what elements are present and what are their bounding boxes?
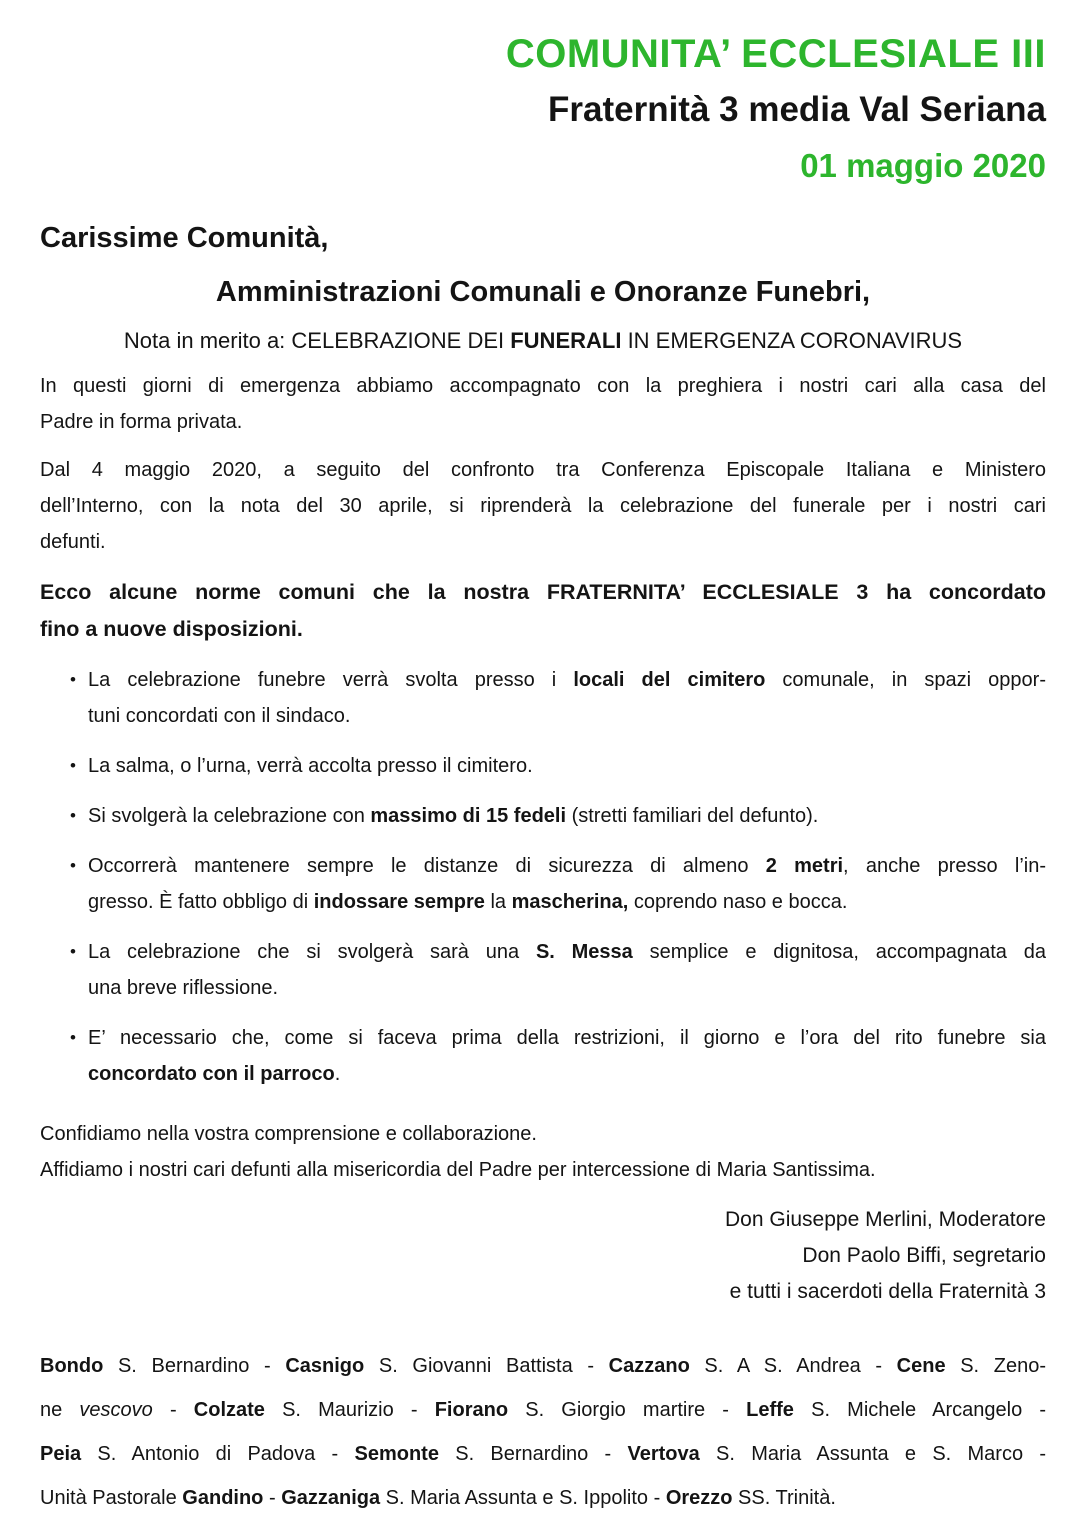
signature-priests: e tutti i sacerdoti della Fraternità 3	[729, 1280, 1046, 1303]
norm-item	[40, 848, 1046, 920]
norm-item-text: La celebrazione che si svolgerà sarà una S. Messa semplice e dignitosa, accompagnata da una breve riflessione.	[88, 941, 1046, 999]
bullet-icon: •	[70, 806, 76, 825]
norm-item	[40, 662, 1046, 734]
signature-secretary: Don Paolo Biffi, segretario	[802, 1244, 1046, 1267]
norm-item	[40, 748, 1046, 784]
closing-paragraph: Confidiamo nella vostra comprensione e collaborazione. Affidiamo i nostri cari defunti alla misericordia del Padre per intercessione di Maria Santissima.	[40, 1123, 876, 1181]
bullet-icon: •	[70, 756, 76, 775]
norm-item-text: La salma, o l’urna, verrà accolta presso il cimitero.	[88, 755, 533, 777]
subject-line: Nota in merito a: CELEBRAZIONE DEI FUNERALI IN EMERGENZA CORONAVIRUS	[123, 328, 963, 353]
document-date: 01 maggio 2020	[800, 147, 1046, 184]
norm-item	[40, 1020, 1046, 1092]
fraternity-subtitle: Fraternità 3 media Val Seriana	[547, 90, 1046, 129]
norm-item-text: La celebrazione funebre verrà svolta presso i locali del cimitero comunale, in spazi oppor- tuni concordati con il sindaco.	[88, 669, 1046, 727]
intro-paragraph-1: In questi giorni di emergenza abbiamo accompagnato con la preghiera i nostri cari alla casa del Padre in forma privata.	[40, 375, 1046, 433]
bullet-icon: •	[70, 1028, 76, 1047]
document-header	[40, 26, 1046, 194]
norm-item-text: Occorrerà mantenere sempre le distanze di sicurezza di almeno 2 metri, anche presso l’in- gresso. È fatto obbligo di indossare sempre la mascherina, coprendo naso e bocca.	[88, 855, 1046, 913]
bullet-icon: •	[70, 670, 76, 689]
norms-list	[40, 662, 1046, 1092]
signature-block	[40, 1202, 1046, 1310]
norm-item	[40, 798, 1046, 834]
norm-item	[40, 934, 1046, 1006]
intro-paragraph-2: Dal 4 maggio 2020, a seguito del confronto tra Conferenza Episcopale Italiana e Ministero dell’Interno, con la nota del 30 aprile, si riprenderà la celebrazione del funerale per i nostri cari defunti.	[40, 459, 1046, 553]
community-title: COMUNITA’ ECCLESIALE III	[505, 32, 1046, 76]
bullet-icon: •	[70, 856, 76, 875]
norm-item-text: E’ necessario che, come si faceva prima della restrizioni, il giorno e l’ora del rito funebre sia concordato con il parroco.	[88, 1027, 1046, 1085]
bullet-icon: •	[70, 942, 76, 961]
signature-moderator: Don Giuseppe Merlini, Moderatore	[725, 1208, 1046, 1231]
norms-intro: Ecco alcune norme comuni che la nostra FRATERNITA’ ECCLESIALE 3 ha concordato fino a nuove disposizioni.	[40, 580, 1046, 641]
norm-item-text: Si svolgerà la celebrazione con massimo di 15 fedeli (stretti familiari del defunto).	[88, 805, 819, 827]
parishes-footer: Bondo S. Bernardino - Casnigo S. Giovanni Battista - Cazzano S. A S. Andrea - Cene S. Zeno- ne vescovo - Colzate S. Maurizio - Fiorano S. Giorgio martire - Leffe S. Michele Arcangelo - Peia S. Antonio di Padova - Semonte S. Bernardino - Vertova S. Maria Assunta e S. Marco - Unità Pastorale Gandino - Gazzaniga S. Maria Assunta e S. Ippolito - Orezzo SS. Trinità.	[40, 1355, 1047, 1509]
salutation-administrations: Amministrazioni Comunali e Onoranze Funebri,	[215, 276, 871, 308]
salutation-communities: Carissime Comunità,	[40, 222, 329, 254]
